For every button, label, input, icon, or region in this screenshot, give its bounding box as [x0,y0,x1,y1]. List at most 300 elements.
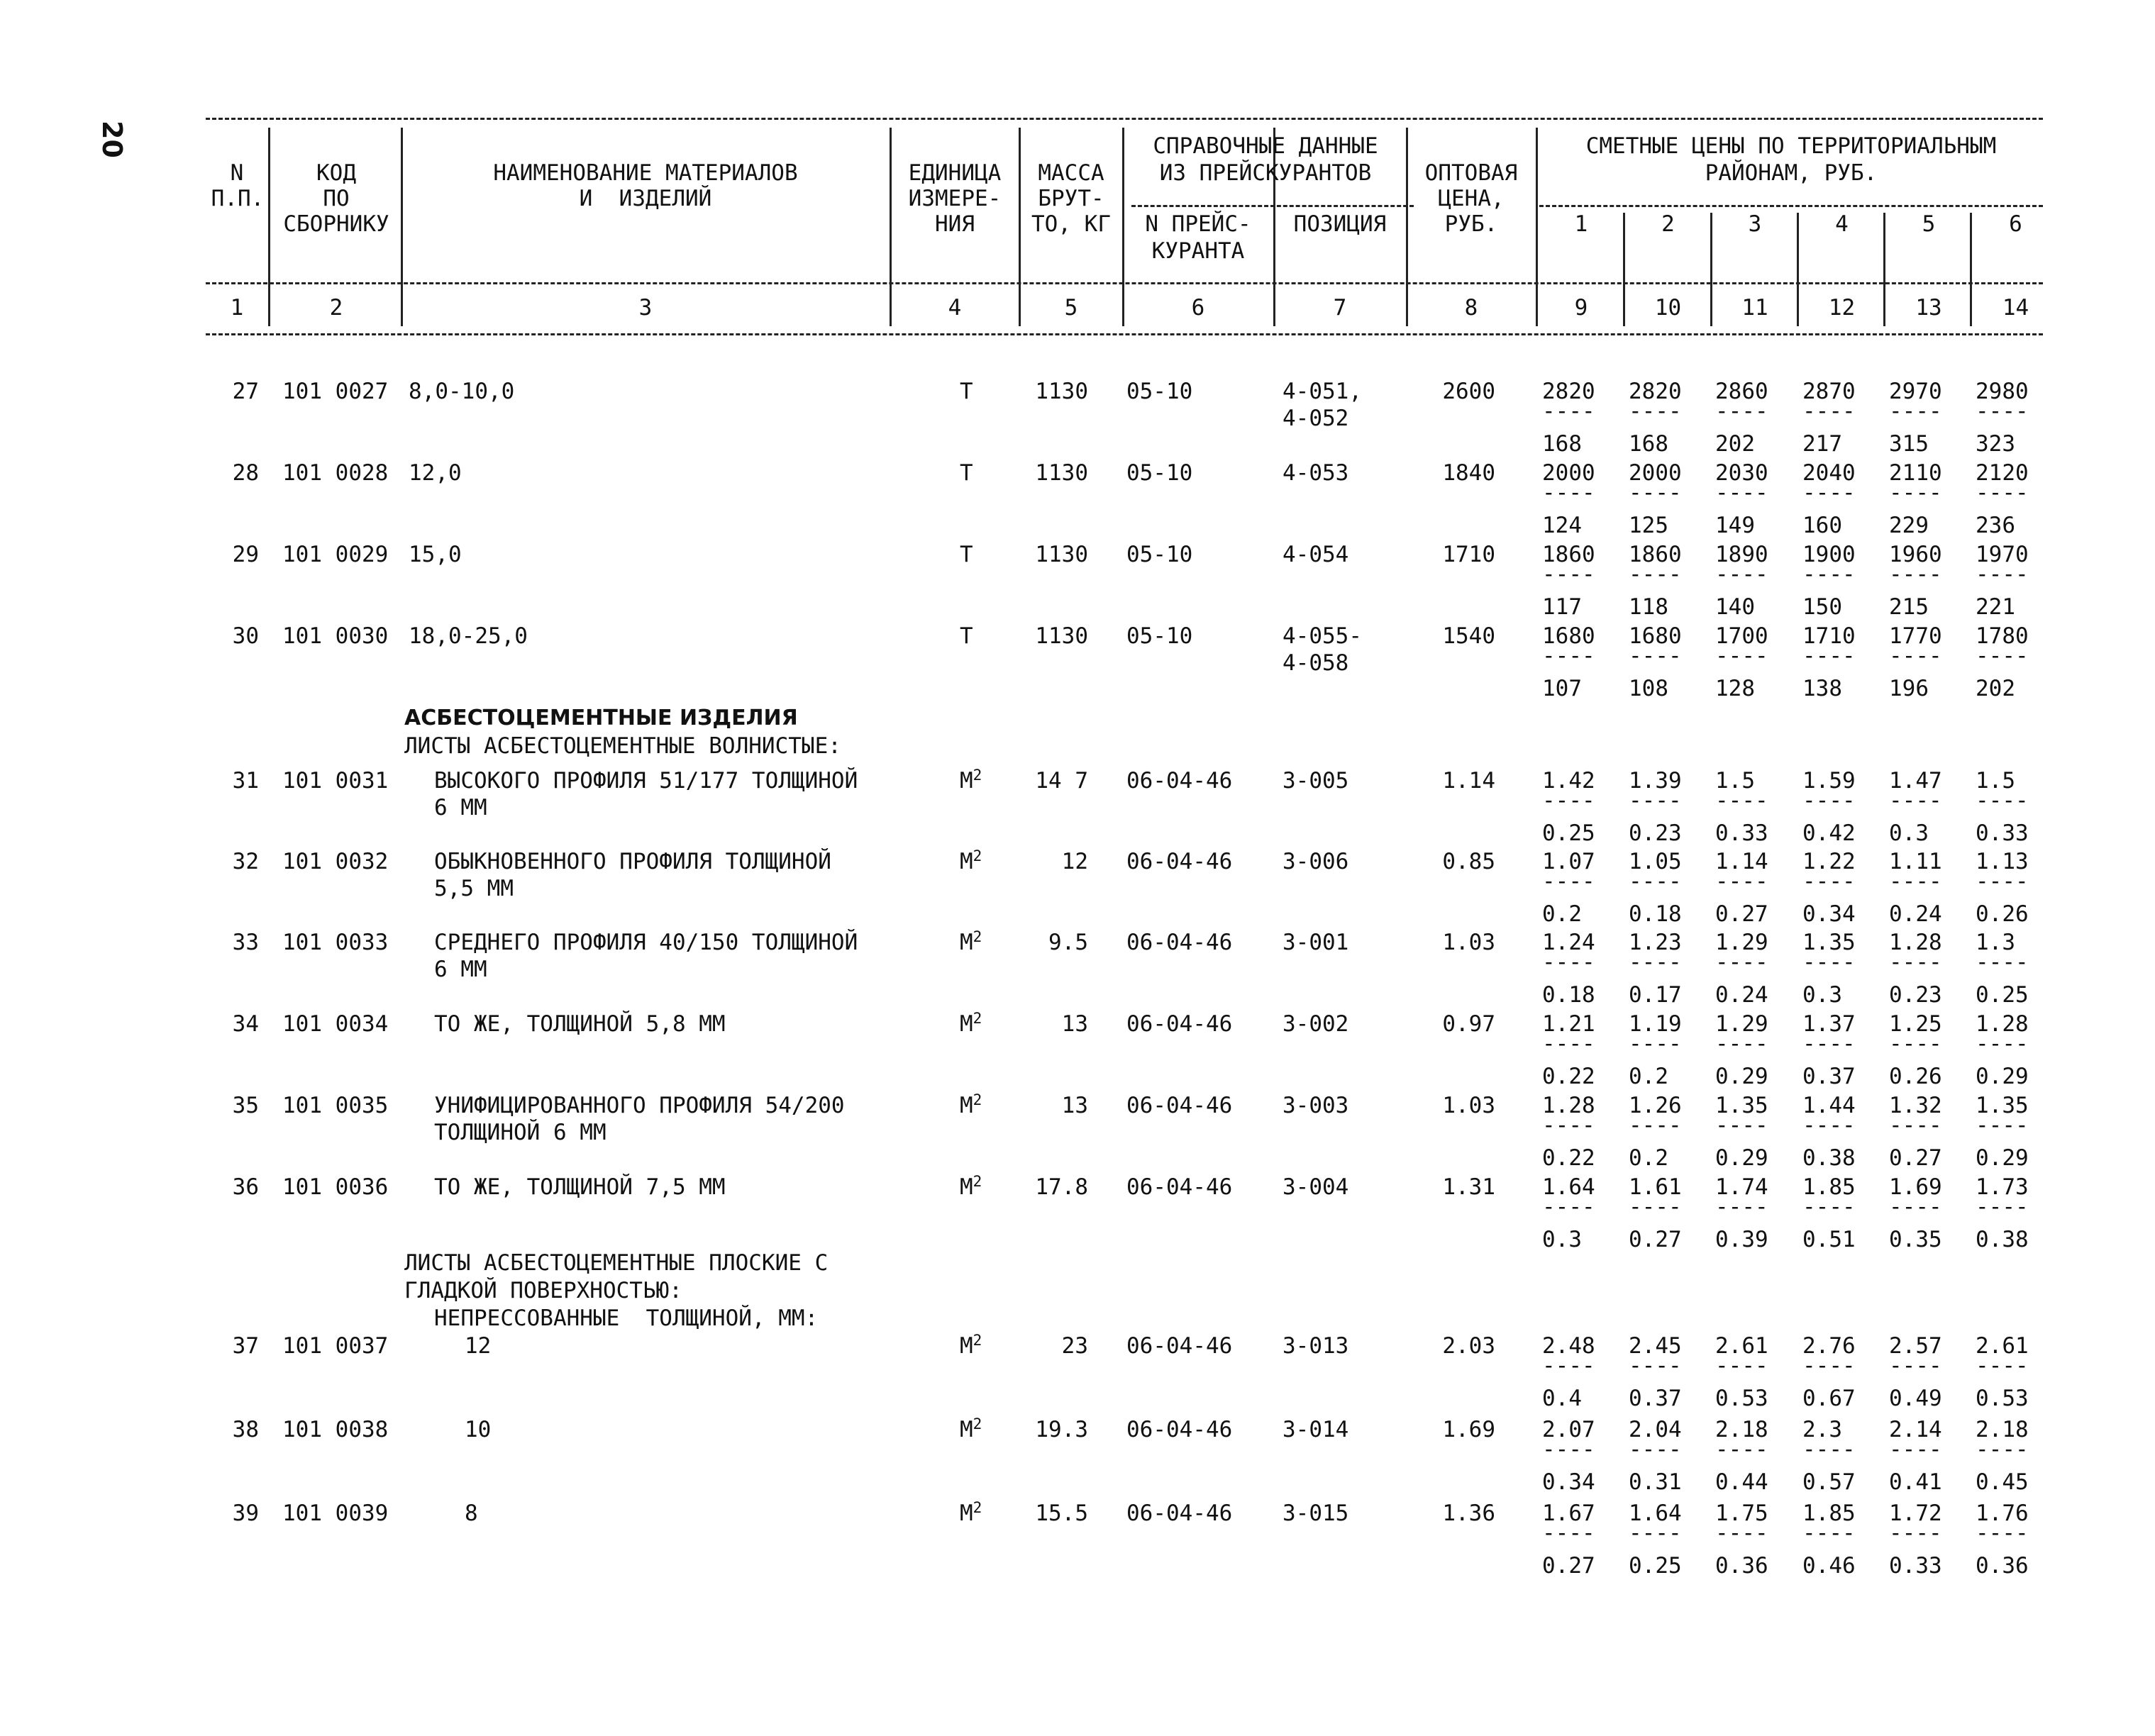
row-number: 36 [232,1174,259,1200]
fraction-dash: ---- [1889,1353,1942,1379]
header-mass: БРУТ- [1038,186,1104,211]
row-name: 8 [465,1501,478,1526]
region-price-3: 1.29 [1715,1011,1768,1037]
row-number: 34 [232,1011,259,1037]
fraction-dash: ---- [1976,1353,2029,1379]
column-number: 10 [1654,295,1682,321]
fraction-dash: ---- [1976,1031,2029,1057]
fraction-dash: ---- [1542,399,1595,424]
region-price-1: 1680 [1542,623,1595,649]
fraction-dash: ---- [1802,950,1856,975]
region-price-2: 1680 [1629,623,1682,649]
region-transport-5: 315 [1889,431,1929,457]
column-divider [401,289,403,326]
fraction-dash: ---- [1629,869,1682,894]
region-transport-6: 221 [1976,594,2015,620]
region-price-5: 1.32 [1889,1093,1942,1118]
region-transport-2: 0.25 [1629,1553,1682,1579]
row-pricelist: 06-04-46 [1126,1093,1233,1118]
region-price-6: 2.18 [1976,1417,2029,1442]
row-mass: 12 [1061,849,1088,874]
header-code: ПО [323,186,350,211]
region-price-1: 2.48 [1542,1333,1595,1359]
header-wholesale: ОПТОВАЯ [1424,160,1518,186]
row-code: 101 0033 [282,930,389,955]
region-transport-1: 0.22 [1542,1145,1595,1171]
region-price-1: 1.42 [1542,768,1595,794]
region-transport-6: 0.45 [1976,1469,2029,1495]
fraction-dash: ---- [1542,1437,1595,1462]
region-price-4: 2870 [1802,379,1856,404]
header-top-rule [206,118,2043,120]
region-price-2: 1860 [1629,542,1682,567]
row-mass: 1130 [1035,623,1088,649]
region-price-2: 1.61 [1629,1174,1682,1200]
row-wholesale: 1540 [1442,623,1495,649]
fraction-dash: ---- [1542,1353,1595,1379]
row-wholesale: 2.03 [1442,1333,1495,1359]
row-wholesale: 2600 [1442,379,1495,404]
fraction-dash: ---- [1976,643,2029,669]
row-unit: М [960,1501,973,1526]
fraction-dash: ---- [1802,1353,1856,1379]
column-number: 13 [1915,295,1942,321]
header-colnum-rule [206,282,2043,284]
row-wholesale: 1.31 [1442,1174,1495,1200]
row-mass: 1130 [1035,379,1088,404]
region-transport-1: 0.18 [1542,982,1595,1008]
region-price-3: 2030 [1715,460,1768,486]
region-price-4: 1900 [1802,542,1856,567]
row-position: 3-001 [1283,930,1349,955]
region-price-2: 2820 [1629,379,1682,404]
row-name: 10 [465,1417,492,1442]
column-divider [268,289,270,326]
fraction-dash: ---- [1976,1113,2029,1138]
region-price-6: 1.35 [1976,1093,2029,1118]
region-transport-5: 0.27 [1889,1145,1942,1171]
column-number: 9 [1574,295,1588,321]
region-price-5: 2970 [1889,379,1942,404]
region-price-5: 1.72 [1889,1501,1942,1526]
header-n: N [230,160,244,186]
fraction-dash: ---- [1976,480,2029,506]
fraction-dash: ---- [1976,1437,2029,1462]
region-price-3: 2.18 [1715,1417,1768,1442]
region-price-4: 2.76 [1802,1333,1856,1359]
fraction-dash: ---- [1889,788,1942,813]
row-code: 101 0031 [282,768,389,794]
header-unit: НИЯ [935,211,975,237]
row-unit-m2 [960,930,982,955]
region-price-1: 1.28 [1542,1093,1595,1118]
fraction-dash: ---- [1889,480,1942,506]
region-price-2: 1.05 [1629,849,1682,874]
fraction-dash: ---- [1802,1194,1856,1220]
fraction-dash: ---- [1542,1194,1595,1220]
row-wholesale: 1710 [1442,542,1495,567]
region-transport-6: 0.26 [1976,901,2029,927]
row-unit-m2 [960,1501,982,1526]
column-number: 14 [2002,295,2029,321]
header-regions: РАЙОНАМ, РУБ. [1705,160,1878,186]
row-name: 6 ММ [434,957,487,982]
fraction-dash: ---- [1629,788,1682,813]
row-name: 12 [465,1333,492,1359]
fraction-dash: ---- [1715,643,1768,669]
region-price-5: 2.57 [1889,1333,1942,1359]
fraction-dash: ---- [1889,950,1942,975]
header-region-5: 5 [1922,211,1936,237]
region-transport-6: 0.33 [1976,820,2029,846]
region-price-3: 2860 [1715,379,1768,404]
unit-superscript: 2 [973,1091,982,1108]
row-unit: Т [960,460,973,486]
region-transport-5: 0.49 [1889,1386,1942,1411]
row-pricelist: 06-04-46 [1126,1174,1233,1200]
header-pp: П.П. [211,186,265,211]
fraction-dash: ---- [1542,562,1595,587]
region-transport-4: 217 [1802,431,1842,457]
region-transport-2: 0.31 [1629,1469,1682,1495]
row-code: 101 0034 [282,1011,389,1037]
row-number: 30 [232,623,259,649]
fraction-dash: ---- [1629,1437,1682,1462]
fraction-dash: ---- [1889,1113,1942,1138]
fraction-dash: ---- [1542,643,1595,669]
row-position: 4-054 [1283,542,1349,567]
region-price-1: 1.24 [1542,930,1595,955]
fraction-dash: ---- [1802,1437,1856,1462]
region-price-4: 1.22 [1802,849,1856,874]
row-wholesale: 1840 [1442,460,1495,486]
region-price-4: 1710 [1802,623,1856,649]
header-position: ПОЗИЦИЯ [1293,211,1387,237]
region-price-3: 1700 [1715,623,1768,649]
fraction-dash: ---- [1542,869,1595,894]
fraction-dash: ---- [1802,1113,1856,1138]
region-transport-3: 0.44 [1715,1469,1768,1495]
region-transport-1: 0.34 [1542,1469,1595,1495]
fraction-dash: ---- [1802,869,1856,894]
header-region-6: 6 [2009,211,2022,237]
region-transport-5: 215 [1889,594,1929,620]
region-price-5: 1770 [1889,623,1942,649]
fraction-dash: ---- [1976,950,2029,975]
region-transport-5: 0.33 [1889,1553,1942,1579]
region-transport-4: 0.51 [1802,1227,1856,1252]
fraction-dash: ---- [1802,1520,1856,1546]
fraction-dash: ---- [1976,1194,2029,1220]
column-divider [1797,289,1799,326]
fraction-dash: ---- [1629,1353,1682,1379]
region-transport-3: 128 [1715,676,1755,701]
row-code: 101 0035 [282,1093,389,1118]
region-transport-1: 0.4 [1542,1386,1582,1411]
row-pricelist: 05-10 [1126,542,1193,567]
row-pricelist: 05-10 [1126,460,1193,486]
row-position: 4-058 [1283,650,1349,676]
region-transport-2: 0.2 [1629,1064,1668,1089]
row-code: 101 0037 [282,1333,389,1359]
row-code: 101 0027 [282,379,389,404]
row-code: 101 0030 [282,623,389,649]
region-transport-4: 0.34 [1802,901,1856,927]
region-price-2: 1.64 [1629,1501,1682,1526]
region-price-1: 1.07 [1542,849,1595,874]
region-price-5: 1.28 [1889,930,1942,955]
region-price-4: 1.85 [1802,1501,1856,1526]
row-position: 3-005 [1283,768,1349,794]
row-position: 4-052 [1283,406,1349,431]
row-mass: 9.5 [1048,930,1088,955]
fraction-dash: ---- [1715,1353,1768,1379]
region-transport-3: 0.53 [1715,1386,1768,1411]
row-unit: Т [960,379,973,404]
fraction-dash: ---- [1629,1194,1682,1220]
fraction-dash: ---- [1542,1031,1595,1057]
region-transport-6: 0.36 [1976,1553,2029,1579]
row-name: 12,0 [409,460,462,486]
section-subtitle: ЛИСТЫ АСБЕСТОЦЕМЕНТНЫЕ ВОЛНИСТЫЕ: [404,733,841,759]
region-price-5: 1.47 [1889,768,1942,794]
column-divider [1019,289,1021,326]
fraction-dash: ---- [1542,1113,1595,1138]
column-divider [1623,289,1625,326]
region-price-1: 2000 [1542,460,1595,486]
region-transport-1: 117 [1542,594,1582,620]
region-price-6: 2.61 [1976,1333,2029,1359]
region-transport-2: 0.18 [1629,901,1682,927]
header-sub-rule [1539,205,2043,207]
fraction-dash: ---- [1802,643,1856,669]
row-name: 6 ММ [434,795,487,820]
row-name: ТО ЖЕ, ТОЛЩИНОЙ 5,8 ММ [434,1011,726,1037]
fraction-dash: ---- [1715,869,1768,894]
region-transport-1: 107 [1542,676,1582,701]
region-price-1: 1860 [1542,542,1595,567]
row-position: 3-002 [1283,1011,1349,1037]
row-number: 28 [232,460,259,486]
region-price-3: 1.14 [1715,849,1768,874]
region-transport-4: 160 [1802,513,1842,538]
region-price-4: 1.35 [1802,930,1856,955]
region-transport-5: 196 [1889,676,1929,701]
region-transport-2: 0.37 [1629,1386,1682,1411]
region-price-2: 1.39 [1629,768,1682,794]
row-mass: 17.8 [1035,1174,1088,1200]
header-unit: ИЗМЕРЕ- [908,186,1002,211]
row-wholesale: 1.36 [1442,1501,1495,1526]
fraction-dash: ---- [1889,1194,1942,1220]
region-transport-4: 0.42 [1802,820,1856,846]
region-transport-3: 0.33 [1715,820,1768,846]
region-transport-5: 0.23 [1889,982,1942,1008]
region-transport-3: 0.39 [1715,1227,1768,1252]
region-transport-4: 0.67 [1802,1386,1856,1411]
fraction-dash: ---- [1889,643,1942,669]
row-pricelist: 05-10 [1126,623,1193,649]
unit-superscript: 2 [973,1173,982,1190]
unit-superscript: 2 [973,767,982,784]
row-name: 15,0 [409,542,462,567]
row-name: ТО ЖЕ, ТОЛЩИНОЙ 7,5 ММ [434,1174,726,1200]
unit-superscript: 2 [973,928,982,945]
region-transport-4: 0.38 [1802,1145,1856,1171]
region-price-6: 1.13 [1976,849,2029,874]
region-transport-6: 323 [1976,431,2015,457]
fraction-dash: ---- [1715,950,1768,975]
row-mass: 19.3 [1035,1417,1088,1442]
region-transport-5: 0.3 [1889,820,1929,846]
column-divider [890,289,892,326]
region-transport-5: 0.41 [1889,1469,1942,1495]
region-transport-1: 0.27 [1542,1553,1595,1579]
fraction-dash: ---- [1542,788,1595,813]
region-price-2: 2.45 [1629,1333,1682,1359]
header-mass: ТО, КГ [1031,211,1111,237]
region-price-3: 2.61 [1715,1333,1768,1359]
region-price-1: 1.67 [1542,1501,1595,1526]
region-price-3: 1.74 [1715,1174,1768,1200]
region-transport-5: 0.26 [1889,1064,1942,1089]
region-price-2: 1.19 [1629,1011,1682,1037]
row-unit: М [960,768,973,794]
column-number: 2 [329,295,343,321]
region-price-2: 1.23 [1629,930,1682,955]
column-number: 4 [948,295,962,321]
region-transport-4: 138 [1802,676,1842,701]
region-price-4: 1.59 [1802,768,1856,794]
header-pricelist: КУРАНТА [1151,238,1245,264]
region-transport-4: 0.3 [1802,982,1842,1008]
fraction-dash: ---- [1629,1031,1682,1057]
fraction-dash: ---- [1542,950,1595,975]
fraction-dash: ---- [1802,788,1856,813]
header-code: КОД [316,160,356,186]
region-transport-4: 0.57 [1802,1469,1856,1495]
fraction-dash: ---- [1629,950,1682,975]
header-region-1: 1 [1574,211,1588,237]
column-divider [1710,289,1712,326]
page-number: 20 [96,121,128,158]
header-sub-rule [1131,205,1414,207]
region-transport-6: 0.38 [1976,1227,2029,1252]
row-number: 29 [232,542,259,567]
region-transport-3: 0.24 [1715,982,1768,1008]
unit-superscript: 2 [973,847,982,864]
fraction-dash: ---- [1715,1194,1768,1220]
row-unit-m2 [960,1093,982,1118]
row-name: ТОЛЩИНОЙ 6 ММ [434,1120,606,1145]
column-number: 12 [1828,295,1856,321]
column-number: 7 [1333,295,1347,321]
row-mass: 15.5 [1035,1501,1088,1526]
header-pricelist: N ПРЕЙС- [1145,211,1251,237]
row-code: 101 0039 [282,1501,389,1526]
region-transport-6: 236 [1976,513,2015,538]
fraction-dash: ---- [1889,1031,1942,1057]
region-price-3: 1.5 [1715,768,1755,794]
region-transport-3: 149 [1715,513,1755,538]
region-transport-2: 108 [1629,676,1668,701]
row-unit: М [960,1417,973,1442]
row-mass: 13 [1061,1011,1088,1037]
fraction-dash: ---- [1889,869,1942,894]
fraction-dash: ---- [1976,1520,2029,1546]
region-price-5: 2110 [1889,460,1942,486]
region-price-3: 1.35 [1715,1093,1768,1118]
unit-superscript: 2 [973,1010,982,1027]
fraction-dash: ---- [1976,562,2029,587]
unit-superscript: 2 [973,1332,982,1349]
fraction-dash: ---- [1976,869,2029,894]
row-wholesale: 1.03 [1442,930,1495,955]
fraction-dash: ---- [1542,1520,1595,1546]
row-code: 101 0032 [282,849,389,874]
unit-superscript: 2 [973,1415,982,1432]
row-number: 39 [232,1501,259,1526]
row-position: 4-055- [1283,623,1362,649]
row-pricelist: 06-04-46 [1126,1417,1233,1442]
region-price-5: 1960 [1889,542,1942,567]
row-pricelist: 05-10 [1126,379,1193,404]
row-code: 101 0028 [282,460,389,486]
region-price-6: 2120 [1976,460,2029,486]
row-mass: 13 [1061,1093,1088,1118]
region-price-5: 1.11 [1889,849,1942,874]
fraction-dash: ---- [1715,1437,1768,1462]
section-subtitle: ЛИСТЫ АСБЕСТОЦЕМЕНТНЫЕ ПЛОСКИЕ С [404,1250,829,1276]
section-subtitle: НЕПРЕССОВАННЫЕ ТОЛЩИНОЙ, ММ: [434,1306,819,1331]
header-region-4: 4 [1835,211,1849,237]
row-name: СРЕДНЕГО ПРОФИЛЯ 40/150 ТОЛЩИНОЙ [434,930,858,955]
region-price-1: 1.21 [1542,1011,1595,1037]
region-transport-4: 0.37 [1802,1064,1856,1089]
header-ref: СПРАВОЧНЫЕ ДАННЫЕ [1153,133,1378,159]
row-name: 8,0-10,0 [409,379,515,404]
column-number: 5 [1064,295,1078,321]
fraction-dash: ---- [1629,643,1682,669]
header-name: И ИЗДЕЛИЙ [579,186,712,211]
fraction-dash: ---- [1976,399,2029,424]
region-transport-1: 0.25 [1542,820,1595,846]
region-transport-2: 125 [1629,513,1668,538]
header-mass: МАССА [1038,160,1104,186]
region-transport-1: 0.3 [1542,1227,1582,1252]
region-transport-3: 0.29 [1715,1145,1768,1171]
region-transport-3: 0.29 [1715,1064,1768,1089]
fraction-dash: ---- [1629,562,1682,587]
region-price-3: 1890 [1715,542,1768,567]
region-transport-3: 0.36 [1715,1553,1768,1579]
unit-superscript: 2 [973,1499,982,1516]
row-pricelist: 06-04-46 [1126,1333,1233,1359]
fraction-dash: ---- [1802,399,1856,424]
region-transport-5: 229 [1889,513,1929,538]
region-transport-2: 0.27 [1629,1227,1682,1252]
region-price-6: 1780 [1976,623,2029,649]
fraction-dash: ---- [1715,1031,1768,1057]
row-unit-m2 [960,1011,982,1037]
region-price-1: 2820 [1542,379,1595,404]
header-region-3: 3 [1748,211,1762,237]
region-transport-1: 124 [1542,513,1582,538]
region-transport-6: 0.29 [1976,1145,2029,1171]
region-price-5: 2.14 [1889,1417,1942,1442]
row-pricelist: 06-04-46 [1126,1011,1233,1037]
row-unit-m2 [960,1174,982,1200]
